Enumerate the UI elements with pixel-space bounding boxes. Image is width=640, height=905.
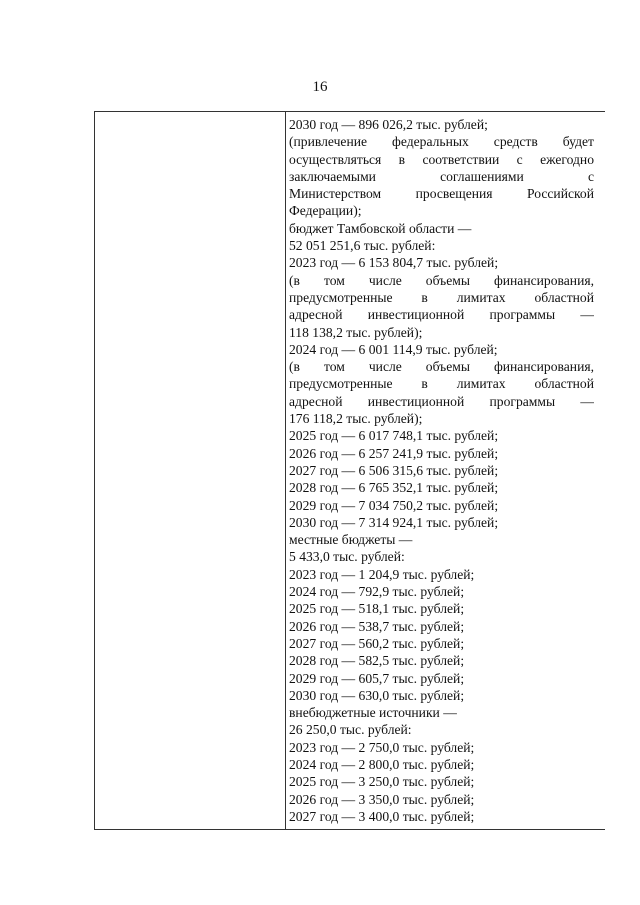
text-line: 2024 год — 2 800,0 тыс. рублей; — [289, 756, 475, 772]
text-line: 2025 год — 518,1 тыс. рублей; — [289, 601, 465, 617]
text-line: Федерации); — [289, 203, 362, 219]
text-line: 2027 год — 560,2 тыс. рублей; — [289, 635, 465, 651]
text-line: 2027 год — 3 400,0 тыс. рублей; — [289, 808, 475, 824]
text-line: 2028 год — 6 765 352,1 тыс. рублей; — [289, 480, 499, 496]
text-line: 2025 год — 3 250,0 тыс. рублей; — [289, 774, 475, 790]
table-left-cell — [95, 112, 286, 829]
text-line: осуществляться в соответствии с ежегодно — [289, 151, 594, 167]
text-line: (в том числе объемы финансирования, — [289, 272, 594, 288]
text-line: предусмотренные в лимитах областной — [289, 289, 594, 305]
text-line: 2026 год — 3 350,0 тыс. рублей; — [289, 791, 475, 807]
funding-table — [94, 111, 605, 830]
table-right-cell — [289, 116, 594, 829]
text-line: Министерством просвещения Российской — [289, 186, 594, 202]
text-line: 2028 год — 582,5 тыс. рублей; — [289, 653, 465, 669]
text-line: 2029 год — 7 034 750,2 тыс. рублей; — [289, 497, 499, 513]
text-line: 2030 год — 7 314 924,1 тыс. рублей; — [289, 514, 499, 530]
text-line: адресной инвестиционной программы — — [289, 393, 594, 409]
text-line: 2025 год — 6 017 748,1 тыс. рублей; — [289, 428, 499, 444]
text-line: предусмотренные в лимитах областной — [289, 376, 594, 392]
text-line: 2026 год — 538,7 тыс. рублей; — [289, 618, 465, 634]
text-line: 2023 год — 2 750,0 тыс. рублей; — [289, 739, 475, 755]
text-line: 26 250,0 тыс. рублей: — [289, 722, 412, 738]
text-line: внебюджетные источники — — [289, 705, 457, 721]
text-line: 5 433,0 тыс. рублей: — [289, 549, 405, 565]
text-line: бюджет Тамбовской области — — [289, 220, 472, 236]
page-number: 16 — [312, 79, 328, 95]
text-line: 118 138,2 тыс. рублей); — [289, 324, 423, 340]
text-line: 2024 год — 792,9 тыс. рублей; — [289, 584, 465, 600]
text-line: 2023 год — 1 204,9 тыс. рублей; — [289, 566, 475, 582]
text-line: 2023 год — 6 153 804,7 тыс. рублей; — [289, 255, 499, 271]
text-line: 2030 год — 896 026,2 тыс. рублей; — [289, 117, 488, 132]
text-line: заключаемыми соглашениями с — [289, 168, 594, 184]
text-line: 2029 год — 605,7 тыс. рублей; — [289, 670, 465, 686]
text-line: (в том числе объемы финансирования, — [289, 359, 594, 375]
text-line: 2026 год — 6 257 241,9 тыс. рублей; — [289, 445, 499, 461]
text-line: 2024 год — 6 001 114,9 тыс. рублей; — [289, 341, 498, 357]
text-line: 52 051 251,6 тыс. рублей: — [289, 238, 436, 254]
text-line: местные бюджеты — — [289, 532, 413, 548]
text-line: 2030 год — 630,0 тыс. рублей; — [289, 687, 465, 703]
text-line: 176 118,2 тыс. рублей); — [289, 411, 423, 427]
text-line: (привлечение федеральных средств будет — [289, 134, 594, 150]
text-line: 2027 год — 6 506 315,6 тыс. рублей; — [289, 462, 499, 478]
text-line: адресной инвестиционной программы — — [289, 307, 594, 323]
